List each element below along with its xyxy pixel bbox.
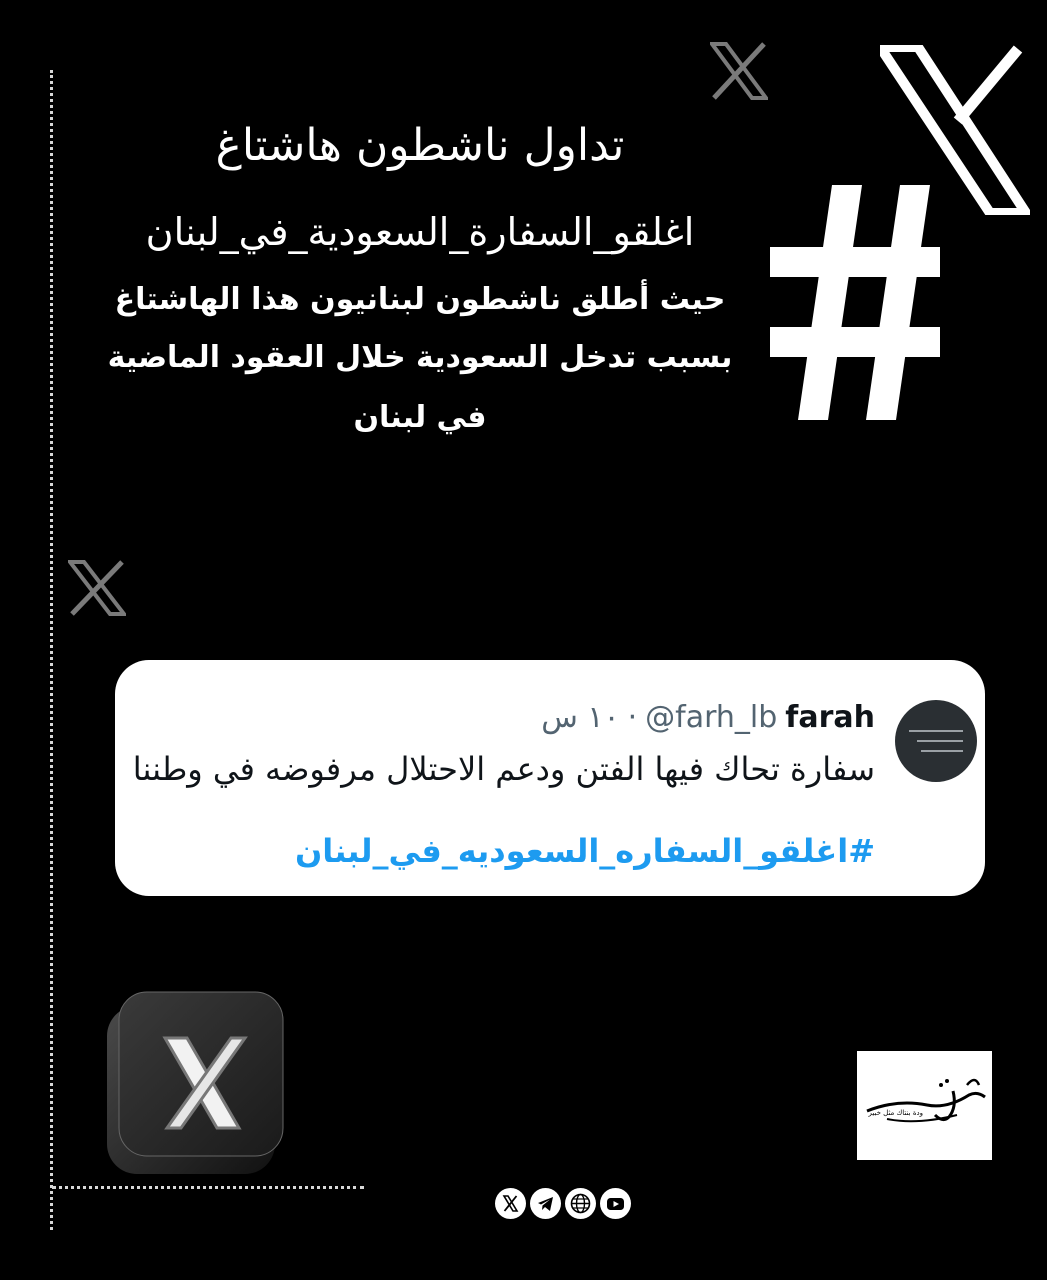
- x-app-icon: [105, 990, 285, 1176]
- dotted-divider-vertical: [50, 70, 53, 1230]
- tweet-text: سفارة تحاك فيها الفتن ودعم الاحتلال مرفوضه في وطننا: [132, 750, 875, 788]
- body-line-2: بسبب تدخل السعودية خلال العقود الماضية: [107, 340, 733, 375]
- brand-logo-caption: ودة بنتاك مثل خبير: [868, 1109, 923, 1117]
- hash-icon: [770, 185, 940, 420]
- x-logo-icon: [68, 560, 126, 616]
- body-line-1: حيث أطلق ناشطون لبنانيون هذا الهاشتاغ: [114, 282, 726, 317]
- x-icon[interactable]: [495, 1188, 526, 1219]
- tweet-timestamp[interactable]: ١٠ س: [541, 700, 620, 735]
- tweet-header: [541, 700, 875, 735]
- x-logo-icon: [710, 42, 768, 100]
- tweet-card: [115, 660, 985, 896]
- tweet-hashtag-link[interactable]: #اغلقو_السفاره_السعوديه_في_لبنان: [294, 832, 875, 870]
- avatar[interactable]: [895, 700, 977, 782]
- page-title: تداول ناشطون هاشتاغ: [215, 120, 625, 171]
- dotted-divider-horizontal: [52, 1186, 364, 1189]
- telegram-icon[interactable]: [530, 1188, 561, 1219]
- body-line-3: في لبنان: [353, 400, 487, 435]
- tweet-author-name[interactable]: farah: [785, 700, 875, 735]
- globe-icon[interactable]: [565, 1188, 596, 1219]
- tweet-author-handle[interactable]: @farh_lb: [645, 700, 778, 735]
- tweet-separator: ·: [627, 700, 638, 735]
- brand-logo: [857, 1051, 992, 1160]
- social-links: [495, 1188, 631, 1219]
- youtube-icon[interactable]: [600, 1188, 631, 1219]
- hashtag-headline: اغلقو_السفارة_السعودية_في_لبنان: [145, 210, 695, 254]
